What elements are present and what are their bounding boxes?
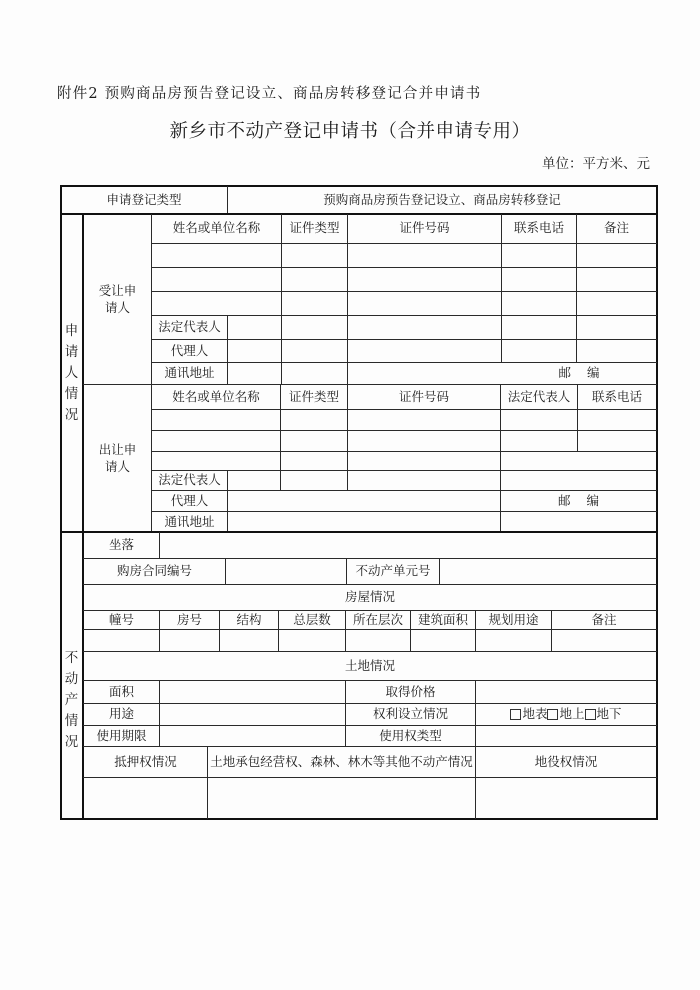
transferor-header-phone: 联系电话: [591, 388, 642, 404]
house-col-planned-use: 规划用途: [488, 612, 539, 628]
transferor-label-line2: 请人: [104, 459, 130, 474]
house-col-room-no: 房号: [176, 612, 202, 628]
contract-no-input[interactable]: [226, 559, 346, 584]
label-char: 产: [64, 692, 79, 709]
label-char: 情: [64, 385, 79, 402]
unit-no-label: 不动产单元号: [355, 563, 431, 579]
transferee-label-line2: 请人: [104, 299, 130, 315]
house-floor-input[interactable]: [346, 630, 410, 651]
transferee-address-input[interactable]: [228, 363, 501, 384]
transferor-row-1-phone[interactable]: [578, 410, 656, 430]
right-type-label: 使用权类型: [379, 727, 442, 743]
transferee-header-phone: 联系电话: [513, 220, 564, 236]
location-input[interactable]: [160, 533, 656, 558]
transferee-row-1-name[interactable]: [152, 244, 281, 267]
label-char: 况: [64, 406, 79, 423]
transferor-row-3-id-number[interactable]: [348, 452, 500, 470]
mortgage-input[interactable]: [84, 778, 207, 818]
transferor-row-3-id-type[interactable]: [281, 452, 347, 470]
label-char: 情: [64, 712, 79, 729]
label-char: 不: [64, 650, 79, 667]
house-floor-area-input[interactable]: [411, 630, 475, 651]
house-building-no-input[interactable]: [84, 630, 159, 651]
transferor-header-legal-rep: 法定代表人: [507, 388, 571, 404]
transferee-row-3-id-number[interactable]: [348, 292, 501, 315]
house-total-floors-input[interactable]: [279, 630, 345, 651]
option-above-ground-label: 地上: [559, 706, 585, 722]
checkbox-above-ground[interactable]: [547, 709, 558, 720]
house-col-total-floors: 总层数: [293, 612, 331, 628]
option-surface-label: 地表: [522, 706, 548, 722]
house-notes-input[interactable]: [552, 630, 656, 651]
transferor-postcode-label: 邮 编: [558, 492, 599, 508]
transferee-row-2-notes[interactable]: [577, 268, 656, 291]
house-info-header: 房屋情况: [344, 589, 395, 605]
transferee-legal-rep-label: 法定代表人: [158, 319, 221, 335]
transferee-row-3-name[interactable]: [152, 292, 281, 315]
option-underground-label: 地下: [596, 706, 622, 722]
transferor-agent-label: 代理人: [170, 492, 209, 508]
right-type-input[interactable]: [476, 726, 656, 746]
registration-type-label: 申请登记类型: [106, 191, 182, 207]
transferee-row-2-name[interactable]: [152, 268, 281, 291]
transferor-row-2-id-number[interactable]: [348, 431, 500, 451]
transferee-header-name: 姓名或单位名称: [172, 220, 261, 236]
transferee-label-line1: 受让申: [98, 282, 137, 298]
house-col-floor: 所在层次: [352, 612, 403, 628]
transferor-row-1-name[interactable]: [152, 410, 280, 430]
house-col-building-no: 幢号: [108, 612, 134, 628]
unit-note: 单位：平方米、元: [542, 156, 650, 172]
right-setup-options: [476, 704, 656, 725]
land-area-input[interactable]: [160, 681, 345, 703]
other-property-input[interactable]: [208, 778, 475, 818]
applicant-section-label: [61, 215, 82, 532]
label-char: 动: [64, 671, 79, 688]
usage-term-input[interactable]: [160, 726, 345, 746]
transferor-label-line1: 出让申: [98, 442, 137, 458]
transferee-row-2-phone[interactable]: [502, 268, 576, 291]
easement-input[interactable]: [476, 778, 656, 818]
transferor-row-3-legal-rep[interactable]: [501, 452, 656, 470]
transferor-agent-input[interactable]: [228, 491, 280, 511]
transferee-row-1-notes[interactable]: [577, 244, 656, 267]
acquisition-price-label: 取得价格: [385, 683, 436, 699]
acquisition-price-input[interactable]: [476, 681, 656, 703]
transferor-row-1-legal-rep[interactable]: [501, 410, 577, 430]
transferor-postcode-input[interactable]: [501, 512, 656, 532]
land-usage-input[interactable]: [160, 704, 345, 725]
label-char: 人: [64, 365, 79, 382]
easement-label: 地役权情况: [534, 753, 598, 769]
transferor-header-id-number: 证件号码: [398, 388, 449, 404]
registration-type-value[interactable]: 预购商品房预告登记设立、商品房转移登记: [323, 191, 561, 207]
location-label: 坐落: [108, 537, 134, 553]
transferee-row-2-id-number[interactable]: [348, 268, 501, 291]
transferee-row-3-phone[interactable]: [502, 292, 576, 315]
transferor-address-label: 通讯地址: [164, 513, 215, 529]
transferee-row-3-id-type[interactable]: [282, 292, 347, 315]
transferor-legal-rep-label: 法定代表人: [158, 472, 221, 488]
transferor-row-1-id-type[interactable]: [281, 410, 347, 430]
transferor-row-2-name[interactable]: [152, 431, 280, 451]
contract-no-label: 购房合同编号: [116, 563, 192, 579]
page-title: 新乡市不动产登记申请书（合并申请专用）: [169, 121, 531, 142]
transferor-row-3-name[interactable]: [152, 452, 280, 470]
transferor-row-1-id-number[interactable]: [348, 410, 500, 430]
transferor-row-2-phone[interactable]: [578, 431, 656, 451]
unit-no-input[interactable]: [440, 559, 656, 584]
house-room-no-input[interactable]: [160, 630, 219, 651]
label-char: 请: [64, 344, 79, 361]
table-border-bottom: [60, 818, 658, 820]
transferee-row-2-id-type[interactable]: [282, 268, 347, 291]
transferee-agent-label: 代理人: [170, 342, 209, 358]
transferee-header-id-number: 证件号码: [399, 220, 450, 236]
land-usage-label: 用途: [108, 706, 134, 722]
transferor-row-2-legal-rep[interactable]: [501, 431, 577, 451]
transferor-label: [84, 386, 151, 532]
house-planned-use-input[interactable]: [476, 630, 551, 651]
transferee-row-1-phone[interactable]: [502, 244, 576, 267]
transferee-label: [84, 215, 151, 384]
checkbox-surface[interactable]: [510, 709, 521, 720]
transferee-row-3-notes[interactable]: [577, 292, 656, 315]
transferee-header-id-type: 证件类型: [289, 220, 340, 236]
transferee-legal-rep-input[interactable]: [228, 316, 281, 339]
transferor-header-name: 姓名或单位名称: [172, 388, 260, 404]
label-char: 况: [64, 733, 79, 750]
transferee-row-1-id-number[interactable]: [348, 244, 501, 267]
attachment-caption: 附件2 预购商品房预告登记设立、商品房转移登记合并申请书: [57, 86, 482, 102]
checkbox-underground[interactable]: [585, 709, 596, 720]
transferor-legal-rep-input[interactable]: [228, 471, 280, 490]
label-char: 申: [64, 323, 79, 340]
transferor-header-id-type: 证件类型: [288, 388, 339, 404]
property-section-label: [61, 533, 82, 818]
transferee-row-1-id-type[interactable]: [282, 244, 347, 267]
transferee-address-label: 通讯地址: [164, 365, 215, 381]
mortgage-label: 抵押权情况: [114, 753, 177, 769]
transferee-agent-input[interactable]: [228, 340, 281, 362]
transferor-row-2-id-type[interactable]: [281, 431, 347, 451]
land-area-label: 面积: [108, 683, 134, 699]
house-col-floor-area: 建筑面积: [417, 612, 468, 628]
house-structure-input[interactable]: [220, 630, 278, 651]
land-info-header: 土地情况: [344, 657, 395, 673]
right-setup-label: 权利设立情况: [372, 706, 448, 722]
transferee-header-notes: 备注: [603, 220, 629, 236]
house-col-structure: 结构: [236, 612, 262, 628]
transferee-postcode-label: 邮 编: [558, 365, 600, 381]
other-property-label: 土地承包经营权、森林、林木等其他不动产情况: [210, 753, 473, 769]
house-col-notes: 备注: [591, 612, 617, 628]
transferor-address-input[interactable]: [228, 512, 500, 532]
usage-term-label: 使用期限: [96, 727, 147, 743]
